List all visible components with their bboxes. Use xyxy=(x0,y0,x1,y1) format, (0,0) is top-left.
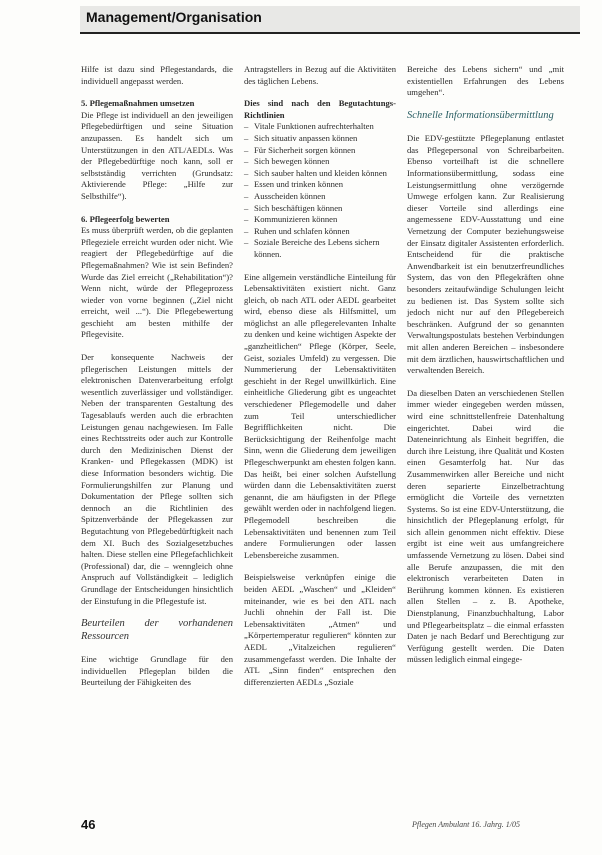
paragraph-text: Antragstellers in Bezug auf die Aktivitäten des täglichen Lebens. xyxy=(244,64,396,86)
page-number: 46 xyxy=(81,817,96,832)
bullet-dash: – xyxy=(244,132,249,143)
paragraph-heading: 6. Pflegeerfolg bewerten xyxy=(81,213,170,224)
bullet-dash: – xyxy=(244,144,249,155)
list-item xyxy=(244,203,396,215)
paragraph xyxy=(81,64,233,87)
subheading: Schnelle Informationsübermittlung xyxy=(407,109,554,121)
paragraph xyxy=(244,64,396,87)
list-item-text: Ausscheiden können xyxy=(254,190,326,201)
paragraph xyxy=(407,64,564,99)
bullet-dash: – xyxy=(244,237,249,248)
paragraph-text: Die Pflege ist individuell an den jeweiligen Pflegebedürftigen und seine Situation anzupassen. Es handelt sich um Unterstützungen in den ATL/AEDLs. Was der Pflegebedürftige noch kann, soll er selbstständig verrichten (Grundsatz: Aktivierende Pflege: „Hilfe zur Selbsthilfe“). xyxy=(81,109,233,201)
bullet-dash: – xyxy=(244,167,249,178)
paragraph-text: Es muss überprüft werden, ob die geplanten Pflegeziele erreicht wurden oder nicht. Wie reagiert der Pflegebedürftige auf die Pflegemaßnahmen? Wie ist sein Befinden? Wurde das Ziel erreicht („Rehabilitation“)? Wenn nicht, würde der Pflegeprozess wieder von vorne beginnen („Ziel nicht erreicht, weil ...“). Die Pflegebewertung geschieht am besten mithilfe der Pflegevisite. xyxy=(81,225,233,340)
list-item xyxy=(244,121,396,133)
list-item-text: Essen und trinken können xyxy=(254,179,344,190)
paragraph-text: Eine allgemein verständliche Einteilung für Lebensaktivitäten existiert nicht. Ganz gleich, ob nach ATL oder AEDL gearbeitet wird, ebenso diese als Hilfsmittel, um möglichst an alle pflegerelevanten Inhalte zu denken und keine wichtigen Aspekte der „ganzheitlichen“ Pflege (Körper, Seele, Geist, soziales Umfeld) zu vergessen. Die Nummerierung der Lebensaktivitäten geschieht in der Regel unwillkürlich. Eine einheitliche Gliederung gibt es ungeachtet verschiedener Pflegemodelle und daher zum Teil unterschiedlicher Begrifflichkeiten nicht. Die Berücksichtigung der Reihenfolge macht Sinn, wenn die Gliederung dem jeweiligen Pflegeschwerpunkt am ehesten folgen kann. Das heißt, bei einer solchen Aufstellung würden dann die Lebensaktivitäten zuerst genannt, die am häufigsten in der Pflege gewählt werden oder in nachfolgend liegen. Pflegemodell beschreiben die Lebensaktivitäten und benennen zum Teil andere Formulierungen oder lassen Lebensbereiche zusammen. xyxy=(244,271,396,560)
paragraph xyxy=(407,388,564,666)
column-2 xyxy=(244,64,396,699)
list-item-text: Ruhen und schlafen können xyxy=(254,225,350,236)
paragraph xyxy=(81,654,233,689)
list-item xyxy=(244,156,396,168)
list-item xyxy=(244,237,396,260)
paragraph-text: Da dieselben Daten an verschiedenen Stellen immer wieder eingegeben werden müssen, wird eine schnittstellenfreie Datenhaltung eingerichtet. Dabei wird die Dateneinrichtung als Einheit begriffen, die durch ihre Leistung, ihre Qualität und Kosten einen Gesamterfolg hat. Nur das Zusammenwirken aller Bereiche und nicht deren separierte Einzelbetrachtung ermöglicht die Vorteile des vernetzten Systems. So ist eine EDV-Unterstützung, die hinsichtlich der Pflegeplanung erfolgt, für sich allein genommen nicht effektiv. Diese ergibt ist eine weit aus umfangreichere umfassende Vernetzung zu lösen. Dabei sind alle Berufe anzupassen, die mit den elektronisch verarbeiteten Daten in Berührung kommen können. Es existieren allen Stellen – z. B. Apotheke, Dienstplanung, Finanzbuchhaltung, Labor und Pflegearbeitsplatz – die einmal erfassten Daten je nach Bedarf und Berechtigung zur Verfügung gestellt werden. Die Daten müssen lediglich einmal eingege- xyxy=(407,387,564,665)
list-item xyxy=(244,179,396,191)
list-item-text: Sich bewegen können xyxy=(254,156,330,167)
bullet-dash: – xyxy=(244,190,249,201)
list-item-text: Sich sauber halten und kleiden können xyxy=(254,167,387,178)
header-bar xyxy=(80,6,580,34)
list-item xyxy=(244,191,396,203)
paragraph xyxy=(81,214,233,342)
list-item-text: Kommunizieren können xyxy=(254,214,338,225)
bullet-dash: – xyxy=(244,179,249,190)
bullet-dash: – xyxy=(244,156,249,167)
section-title: Management/Organisation xyxy=(86,9,262,25)
bullet-dash: – xyxy=(244,225,249,236)
list-item xyxy=(244,226,396,238)
paragraph-text: Beispielsweise verknüpfen einige die beiden AEDL „Waschen“ und „Kleiden“ miteinander, wie es bei den ATL nach Juchli ohnehin der Fall ist. Die Lebensaktivitäten „Atmen“ und „Körpertemperatur regulieren“ könnten zur AEDL „Vitalzeichen regulieren“ zusammengefasst werden. Die Inhalte der ATL „Sinn finden“ entsprechen den differenzierten AEDLs „Soziale xyxy=(244,572,396,687)
paragraph xyxy=(407,133,564,376)
bullet-dash: – xyxy=(244,121,249,132)
paragraph-text: Bereiche des Lebens sichern“ und „mit existentiellen Erfahrungen des Lebens umgehen“. xyxy=(407,64,564,98)
list-item-text: Vitale Funktionen aufrechterhalten xyxy=(254,121,374,132)
bullet-dash: – xyxy=(244,214,249,225)
paragraph-text: Die EDV-gestützte Pflegeplanung entlastet das Pflegepersonal von Schreibarbeiten. Ebenso vorteilhaft ist die schnellere Informationsübermittlung, sodass eine Leistungsermittlung ohne verzögernde Umwege erfolgen kann. Zur Realisierung dieser Vorteile sind allerdings eine angemessene EDV-Ausstattung und eine Vernetzung der Computer beziehungsweise der Einsatz digitaler Assistenten erforderlich. Entscheidend für die praktische Anwendbarkeit ist ein benutzerfreundliches System, das von den Pflegekräften ohne besonders zeitaufwändige Schulungen leicht zu bedienen ist. Das System sollte sich jedoch nicht nur auf den Pflegebereich beschränken. Aufgrund der so genannten Verwaltungspostulats bestehen Verbindungen mit allen anderen Bereichen – insbesondere mit dem ärztlichen, hauswirtschaftlichen und verwaltenden Bereich. xyxy=(407,133,564,376)
paragraph xyxy=(81,352,233,607)
list-item-text: Sich situativ anpassen können xyxy=(254,132,358,143)
subheading: Beurteilen der vorhandenen Ressourcen xyxy=(81,618,233,642)
paragraph-heading: 5. Pflegemaßnahmen umsetzen xyxy=(81,98,195,109)
list-section xyxy=(244,98,396,260)
list-item-text: Sich beschäftigen können xyxy=(254,202,343,213)
list-item xyxy=(244,168,396,180)
list-item xyxy=(244,145,396,157)
list-item-text: Soziale Bereiche des Lebens sichern können. xyxy=(254,237,380,259)
paragraph-text: Hilfe ist dazu sind Pflegestandards, die individuell angepasst werden. xyxy=(81,64,233,86)
list-heading: Dies sind nach den Begutachtungs-Richtlinien xyxy=(244,98,396,120)
paragraph xyxy=(244,272,396,562)
list-item xyxy=(244,214,396,226)
column-3 xyxy=(407,64,564,677)
bullet-dash: – xyxy=(244,202,249,213)
list-item-text: Für Sicherheit sorgen können xyxy=(254,144,356,155)
paragraph-text: Eine wichtige Grundlage für den individuellen Pflegeplan bilden die Beurteilung der Fähigkeiten des xyxy=(81,654,233,688)
paragraph-text: Der konsequente Nachweis der pflegerischen Leistungen mittels der elektronischen Datenverarbeitung erfolgt wesentlich zuverlässiger und vollständiger. Neben der transparenten Gestaltung des Tagesablaufs werden auch die erbrachten Leistungen genau nachgewiesen. Im Falle eines Rechtsstreits oder auch zur Kontrolle durch den Medizinischen Dienst der Kranken- und Pflegekassen (MDK) ist diese Information besonders wichtig. Die Formulierungshilfen zur Planung und Dokumentation der Pflege sollten sich dennoch an die Richtlinien des Spitzenverbände der Pflegekassen zur Begutachtung von Pflegebedürftigkeit nach dem XI. Buch des Sozialgesetzbuches halten. Diese stellen eine Pflegefachlichkeit (Professional) dar, die – wenngleich ohne Anspruch auf Vollständigkeit – lediglich Grundlage der Entscheidungen hinsichtlich der Einstufung in die Pflegestufe ist. xyxy=(81,352,233,606)
paragraph xyxy=(81,98,233,202)
column-1 xyxy=(81,64,233,700)
paragraph xyxy=(244,572,396,688)
list-item xyxy=(244,133,396,145)
journal-source: Pflegen Ambulant 16. Jahrg. 1/05 xyxy=(412,820,520,829)
